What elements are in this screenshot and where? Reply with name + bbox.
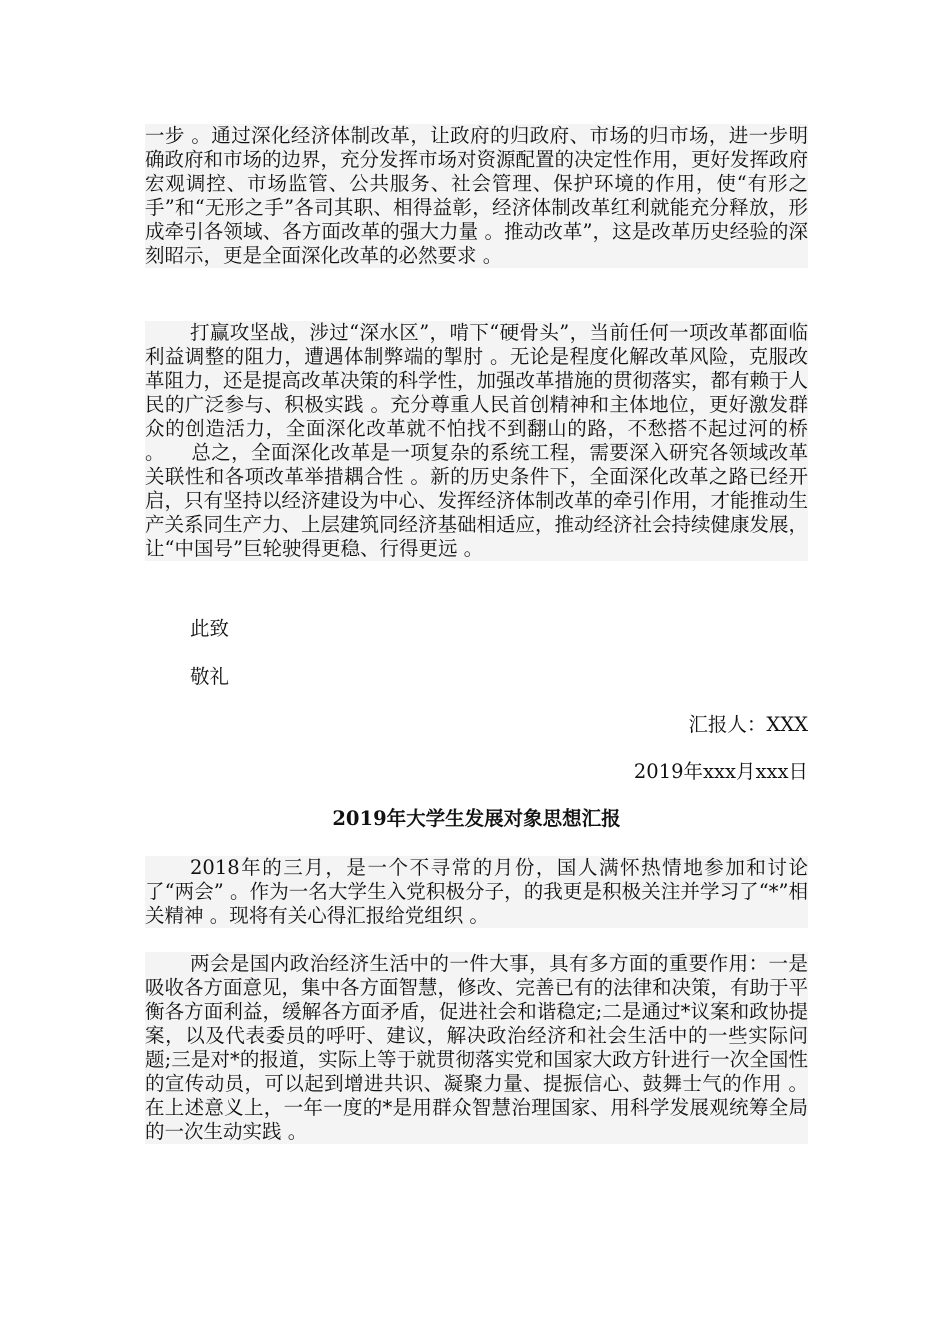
signature-block [145,713,808,737]
paragraph-block [145,124,808,268]
paragraph-block [145,856,808,928]
paragraph-block [145,952,808,1144]
closing-salutation: 此致 [190,617,230,640]
reporter-name: 汇报人：XXX [688,713,808,736]
paragraph-two-sessions-role: 两会是国内政治经济生活中的一件大事，具有多方面的重要作用：一是吸收各方面意见，集中各方面智慧，修改、完善已有的法律和决策，有助于平衡各方面利益，缓解各方面矛盾，促进社会和谐稳定;二是通过*议案和政协提案，以及代表委员的呼吁、建议，解决政治经济和社会生活中的一些实际问题;三是对*的报道，实际上等于就贯彻落实党和国家大政方针进行一次全国性的宣传动员，可以起到增进共识、凝聚力量、提振信心、鼓舞士气的作用 。在上述意义上，一年一度的*是用群众智慧治理国家、用科学发展观统筹全局的一次生动实践 。 [145,952,809,1143]
report-date: 2019年xxx月xxx日 [633,760,808,783]
closing-regards: 敬礼 [190,665,230,688]
date-block [145,760,808,784]
paragraph-two-sessions-intro: 2018年的三月，是一个不寻常的月份，国人满怀热情地参加和讨论了“两会” 。作为一名大学生入党积极分子，的我更是积极关注并学习了“*”相关精神 。现将有关心得汇报给党组织 。 [145,856,808,927]
paragraph-reform-economy: 一步 。通过深化经济体制改革，让政府的归政府、市场的归市场，进一步明确政府和市场的边界，充分发挥市场对资源配置的决定性作用，更好发挥政府宏观调控、市场监管、公共服务、社会管理、保护环境的作用，使“有形之手”和“无形之手”各司其职、相得益彰，经济体制改革红利就能充分释放，形成牵引各领域、各方面改革的强大力量 。推动改革”，这是改革历史经验的深刻昭示，更是全面深化改革的必然要求 。 [145,124,809,267]
closing-block [145,617,808,641]
document-title: 2019年大学生发展对象思想汇报 [332,807,621,830]
paragraph-block [145,321,815,561]
title-block [145,806,808,832]
closing-block [145,665,808,689]
paragraph-reform-people: 打赢攻坚战，涉过“深水区”，啃下“硬骨头”，当前任何一项改革都面临利益调整的阻力，遭遇体制弊端的掣肘 。无论是程度化解改革风险，克服改革阻力，还是提高改革决策的科学性，加强改革措施的贯彻落实，都有赖于人民的广泛参与、积极实践 。充分尊重人民首创精神和主体地位，更好激发群众的创造活力，全面深化改革就不怕找不到翻山的路，不愁搭不起过河的桥 。 总之，全面深化改革是一项复杂的系统工程，需要深入研究各领域改革关联性和各项改革举措耦合性 。新的历史条件下，全面深化改革之路已经开启，只有坚持以经济建设为中心、发挥经济体制改革的牵引作用，才能推动生产关系同生产力、上层建筑同经济基础相适应，推动经济社会持续健康发展，让“中国号”巨轮驶得更稳、行得更远 。 [145,321,815,560]
